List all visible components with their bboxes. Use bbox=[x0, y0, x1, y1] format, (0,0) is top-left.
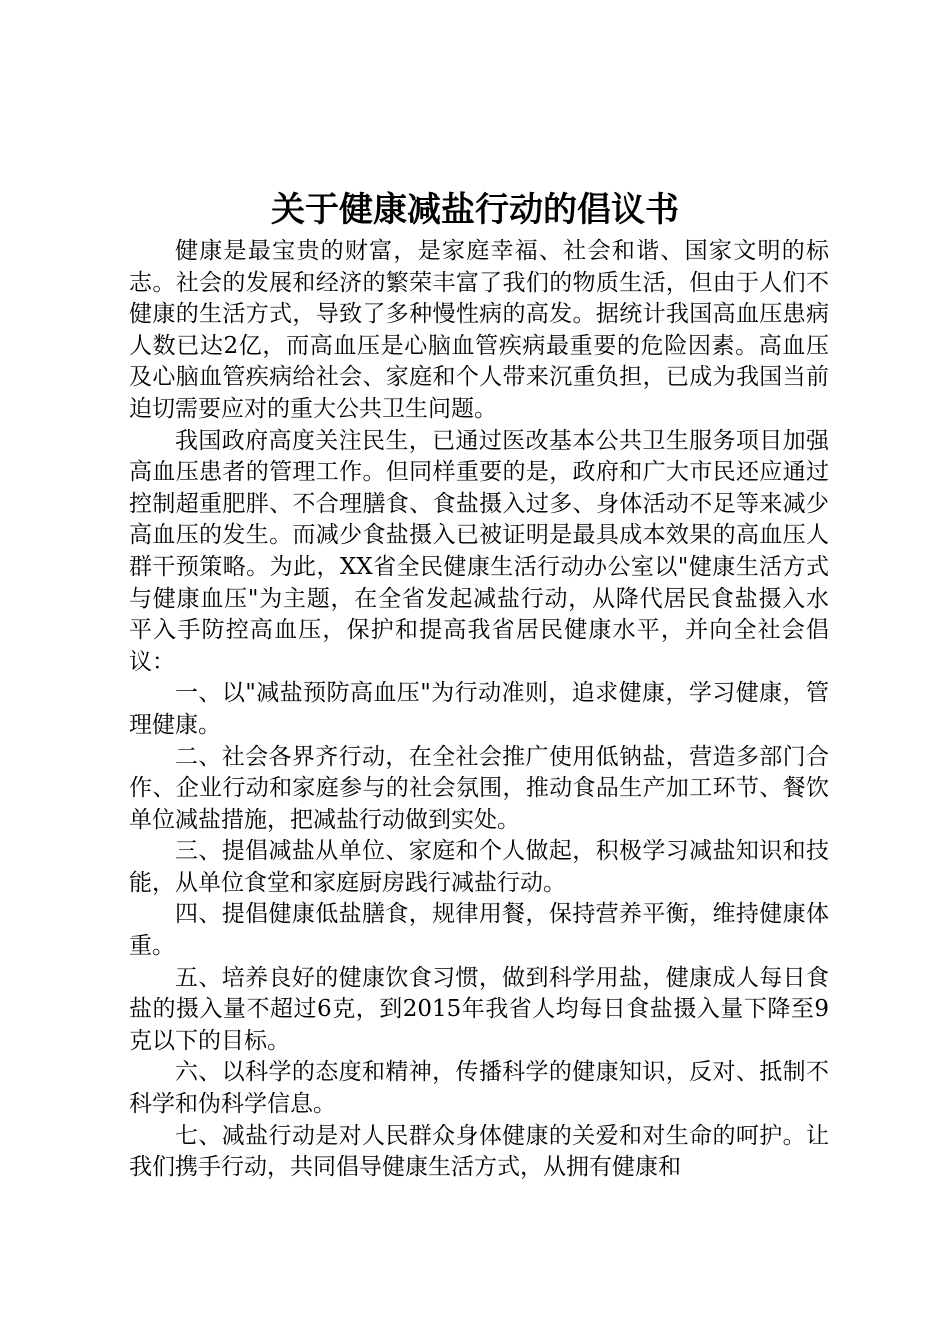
proposal-item-2: 二、社会各界齐行动，在全社会推广使用低钠盐，营造多部门合作、企业行动和家庭参与的社会氛围，推动食品生产加工环节、餐饮单位减盐措施，把减盐行动做到实处。 bbox=[129, 743, 829, 833]
proposal-item-5: 五、培养良好的健康饮食习惯，做到科学用盐，健康成人每日食盐的摄入量不超过6克，到2015年我省人均每日食盐摄入量下降至9克以下的目标。 bbox=[129, 964, 829, 1054]
proposal-item-6: 六、以科学的态度和精神，传播科学的健康知识，反对、抵制不科学和伪科学信息。 bbox=[129, 1059, 829, 1118]
paragraph-government: 我国政府高度关注民生，已通过医改基本公共卫生服务项目加强高血压患者的管理工作。但同样重要的是，政府和广大市民还应通过控制超重肥胖、不合理膳食、食盐摄入过多、身体活动不足等来减少高血压的发生。而减少食盐摄入已被证明是最具成本效果的高血压人群干预策略。为此，XX省全民健康生活行动办公室以"健康生活方式与健康血压"为主题，在全省发起减盐行动，从降代居民食盐摄入水平入手防控高血压，保护和提高我省居民健康水平，并向全社会倡议： bbox=[129, 427, 829, 675]
proposal-item-1: 一、以"减盐预防高血压"为行动准则，追求健康，学习健康，管理健康。 bbox=[129, 680, 829, 738]
proposal-item-4: 四、提倡健康低盐膳食，规律用餐，保持营养平衡，维持健康体重。 bbox=[129, 901, 829, 960]
proposal-item-7: 七、减盐行动是对人民群众身体健康的关爱和对生命的呵护。让我们携手行动，共同倡导健康生活方式，从拥有健康和 bbox=[129, 1122, 829, 1181]
document-title: 关于健康减盐行动的倡议书 bbox=[271, 190, 679, 230]
paragraph-intro: 健康是最宝贵的财富，是家庭幸福、社会和谐、国家文明的标志。社会的发展和经济的繁荣丰富了我们的物质生活，但由于人们不健康的生活方式，导致了多种慢性病的高发。据统计我国高血压患病人数已达2亿，而高血压是心脑血管疾病最重要的危险因素。高血压及心脑血管疾病给社会、家庭和个人带来沉重负担，已成为我国当前迫切需要应对的重大公共卫生问题。 bbox=[129, 238, 829, 422]
document-body bbox=[129, 236, 829, 1184]
proposal-item-3: 三、提倡减盐从单位、家庭和个人做起，积极学习减盐知识和技能，从单位食堂和家庭厨房践行减盐行动。 bbox=[129, 838, 829, 896]
